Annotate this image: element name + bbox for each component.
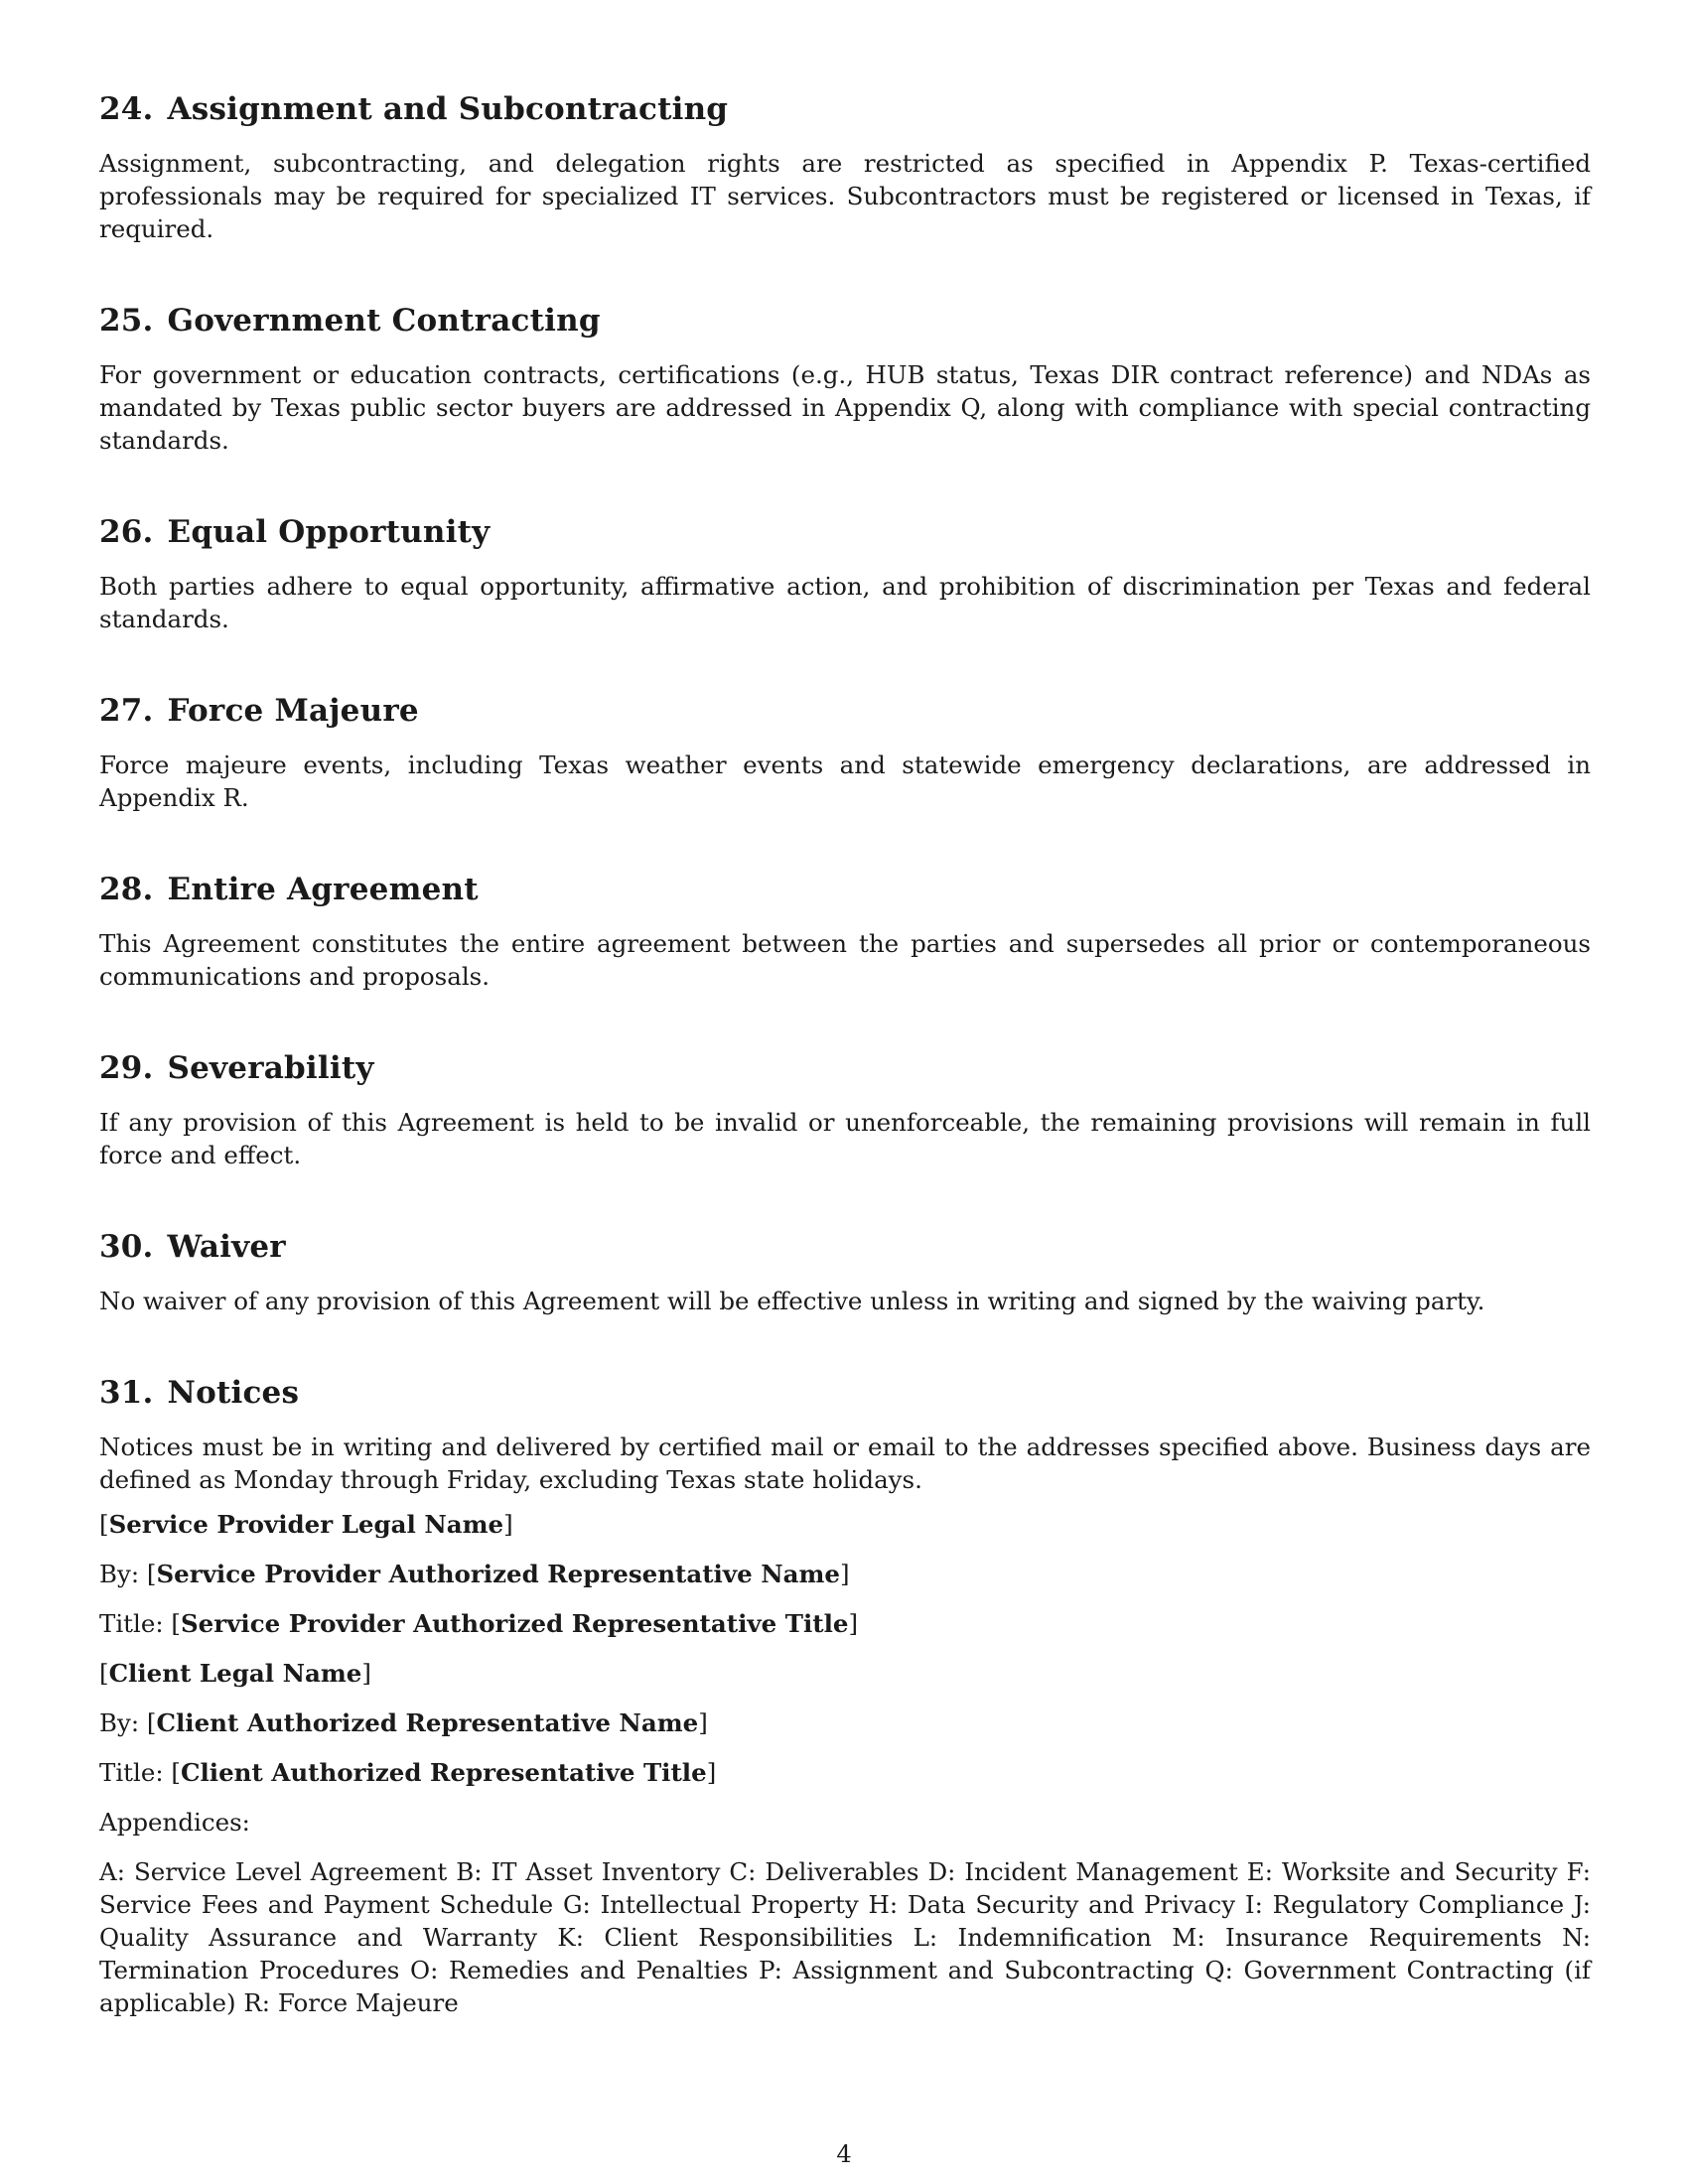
section-body: Notices must be in writing and delivered by certified mail or email to the addresses specified above. Business days are defined as Monday through Friday, excluding Texas state holidays. xyxy=(99,1433,1591,1494)
section-number: 30. xyxy=(99,1229,154,1265)
provider-legal-name-line: [Service Provider Legal Name] xyxy=(99,1510,513,1539)
section-26 xyxy=(99,514,1591,635)
client-legal-name: Client Legal Name xyxy=(108,1659,362,1688)
section-title: Assignment and Subcontracting xyxy=(167,91,729,127)
by-label: By: xyxy=(99,1560,140,1588)
page-number: 4 xyxy=(836,2140,852,2168)
section-body: Assignment, subcontracting, and delegation rights are restricted as specified in Appendix P. Texas-certified professionals may be required for specialized IT services. Subcontractors must be registered or licensed in Texas, if required. xyxy=(99,149,1591,243)
section-29 xyxy=(99,1050,1591,1171)
section-body: For government or education contracts, certifications (e.g., HUB status, Texas DIR contract reference) and NDAs as mandated by Texas public sector buyers are addressed in Appendix Q, along with compliance with special contracting standards. xyxy=(99,360,1591,455)
client-title-line: Title: [Client Authorized Representative Title] xyxy=(99,1758,717,1787)
section-30 xyxy=(99,1229,1591,1317)
provider-rep-title: Service Provider Authorized Representative Title xyxy=(180,1609,849,1638)
appendices-block xyxy=(99,1806,1591,2019)
section-28 xyxy=(99,872,1591,993)
appendices-label: Appendices: xyxy=(99,1808,250,1837)
section-heading xyxy=(99,872,1591,907)
section-number: 24. xyxy=(99,91,154,127)
client-rep-name: Client Authorized Representative Name xyxy=(156,1708,699,1737)
section-number: 28. xyxy=(99,872,154,907)
section-heading xyxy=(99,91,1591,127)
section-title: Equal Opportunity xyxy=(167,514,491,550)
section-body: This Agreement constitutes the entire agreement between the parties and supersedes all prior or contemporaneous communications and proposals. xyxy=(99,929,1591,991)
section-24 xyxy=(99,91,1591,245)
section-title: Waiver xyxy=(167,1229,286,1265)
section-title: Notices xyxy=(167,1375,300,1411)
section-title: Severability xyxy=(167,1050,374,1086)
section-heading xyxy=(99,303,1591,339)
signature-block-client xyxy=(99,1657,1591,1789)
section-heading xyxy=(99,1375,1591,1411)
provider-legal-name: Service Provider Legal Name xyxy=(108,1510,504,1539)
section-31 xyxy=(99,1375,1591,1496)
title-label: Title: xyxy=(99,1609,164,1638)
section-body: If any provision of this Agreement is held to be invalid or unenforceable, the remaining provisions will remain in full force and effect. xyxy=(99,1108,1591,1169)
section-body: No waiver of any provision of this Agreement will be effective unless in writing and signed by the waiving party. xyxy=(99,1287,1485,1315)
title-label: Title: xyxy=(99,1758,164,1787)
section-title: Force Majeure xyxy=(167,693,419,729)
document-page xyxy=(99,91,1591,2019)
provider-title-line: Title: [Service Provider Authorized Representative Title] xyxy=(99,1609,859,1638)
section-title: Government Contracting xyxy=(167,303,601,339)
provider-rep-name: Service Provider Authorized Representative Name xyxy=(156,1560,840,1588)
client-rep-title: Client Authorized Representative Title xyxy=(180,1758,707,1787)
section-title: Entire Agreement xyxy=(167,872,479,907)
section-25 xyxy=(99,303,1591,457)
provider-by-line: By: [Service Provider Authorized Representative Name] xyxy=(99,1560,850,1588)
section-body: Both parties adhere to equal opportunity, affirmative action, and prohibition of discrimination per Texas and federal standards. xyxy=(99,572,1591,633)
signature-block-provider xyxy=(99,1508,1591,1640)
section-number: 25. xyxy=(99,303,154,339)
client-by-line: By: [Client Authorized Representative Name] xyxy=(99,1708,708,1737)
section-heading xyxy=(99,1229,1591,1265)
section-body: Force majeure events, including Texas weather events and statewide emergency declarations, are addressed in Appendix R. xyxy=(99,751,1591,812)
section-heading xyxy=(99,693,1591,729)
by-label: By: xyxy=(99,1708,140,1737)
section-27 xyxy=(99,693,1591,814)
section-number: 31. xyxy=(99,1375,154,1411)
section-number: 27. xyxy=(99,693,154,729)
client-legal-name-line: [Client Legal Name] xyxy=(99,1659,371,1688)
section-heading xyxy=(99,514,1591,550)
section-heading xyxy=(99,1050,1591,1086)
section-number: 29. xyxy=(99,1050,154,1086)
section-number: 26. xyxy=(99,514,154,550)
appendices-list: A: Service Level Agreement B: IT Asset Inventory C: Deliverables D: Incident Management E: Worksite and Security F: Service Fees and Payment Schedule G: Intellectual Property H: Data Security and Privacy I: Regulatory Compliance J: Quality Assurance and Warranty K: Client Responsibilities L: Indemnification M: Insurance Requirements N: Termination Procedures O: Remedies and Penalties P: Assignment and Subcontracting Q: Government Contracting (if applicable) R: Force Majeure xyxy=(99,1857,1591,2017)
